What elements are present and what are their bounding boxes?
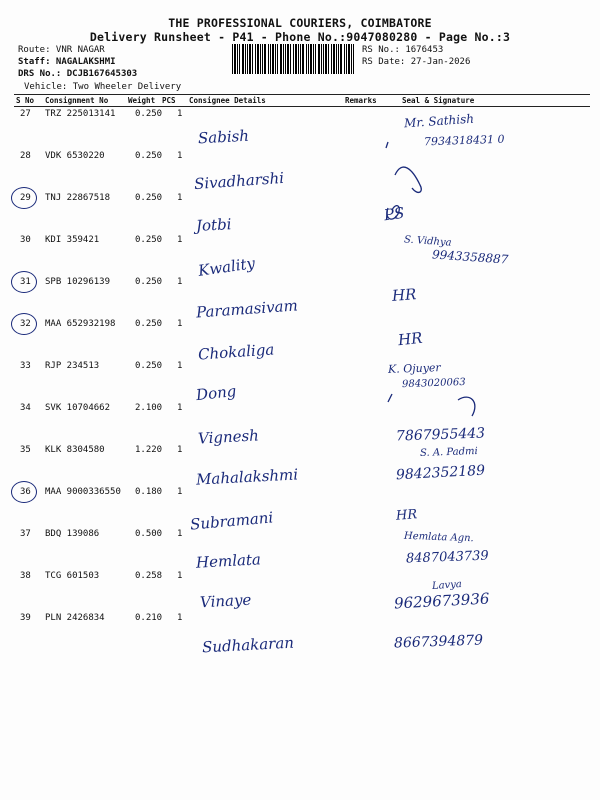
row-pcs: 1 xyxy=(177,235,183,245)
handwritten-name: Kwality xyxy=(197,254,257,280)
row-sno: 37 xyxy=(20,529,31,539)
row-consignment-no: MAA 9000336550 xyxy=(45,487,121,497)
handwritten-signature: Lavya xyxy=(431,578,463,593)
circled-mark xyxy=(11,187,37,209)
header-bottom-rule xyxy=(14,106,590,107)
row-consignment-no: PLN 2426834 xyxy=(45,613,105,623)
row-pcs: 1 xyxy=(177,445,183,455)
handwritten-name: Mahalakshmi xyxy=(195,465,299,489)
row-weight: 0.258 xyxy=(135,571,163,581)
handwritten-name: Dong xyxy=(195,381,238,405)
row-sno: 30 xyxy=(20,235,31,245)
row-sno: 32 xyxy=(20,319,31,329)
col-remarks: Remarks xyxy=(345,96,377,105)
handwritten-signature: HR xyxy=(397,328,424,350)
handwritten-signature: HR xyxy=(391,285,417,305)
row-consignment-no: VDK 6530220 xyxy=(45,151,105,161)
row-consignment-no: BDQ 139086 xyxy=(45,529,100,539)
col-pcs: PCS xyxy=(162,96,176,105)
row-weight: 0.250 xyxy=(135,235,163,245)
row-sno: 34 xyxy=(20,403,31,413)
row-sno: 33 xyxy=(20,361,31,371)
row-pcs: 1 xyxy=(177,361,183,371)
handwritten-signature: S. Vidhya xyxy=(403,234,452,249)
route-label: Route: VNR NAGAR xyxy=(18,45,105,55)
handwritten-signature: HR xyxy=(395,507,418,524)
col-seal: Seal & Signature xyxy=(402,96,475,105)
handwritten-signature: Hemlata Agn. xyxy=(403,530,474,545)
row-pcs: 1 xyxy=(177,487,183,497)
handwritten-name: Sabish xyxy=(197,126,250,148)
handwritten-name: Paramasivam xyxy=(195,296,299,322)
row-consignment-no: RJP 234513 xyxy=(45,361,100,371)
row-pcs: 1 xyxy=(177,571,183,581)
handwritten-name: Chokaliga xyxy=(197,340,275,364)
row-sno: 27 xyxy=(20,109,31,119)
header-top-rule xyxy=(14,94,590,95)
handwritten-signature: S. A. Padmi xyxy=(419,445,478,460)
row-sno: 31 xyxy=(20,277,31,287)
row-pcs: 1 xyxy=(177,613,183,623)
handwritten-signature: 9629673936 xyxy=(393,589,490,613)
row-weight: 0.180 xyxy=(135,487,163,497)
runsheet-subtitle: Delivery Runsheet - P41 - Phone No.:9047080280 - Page No.:3 xyxy=(89,30,511,44)
row-consignment-no: TNJ 22867518 xyxy=(45,193,111,203)
row-pcs: 1 xyxy=(177,529,183,539)
row-pcs: 1 xyxy=(177,109,183,119)
row-pcs: 1 xyxy=(177,319,183,329)
row-weight: 0.250 xyxy=(135,319,163,329)
handwritten-name: Sudhakaran xyxy=(201,633,295,657)
row-weight: 0.210 xyxy=(135,613,163,623)
row-sno: 38 xyxy=(20,571,31,581)
row-consignment-no: KDI 359421 xyxy=(45,235,100,245)
row-sno: 28 xyxy=(20,151,31,161)
col-weight: Weight xyxy=(128,96,156,105)
handwritten-signature: PS xyxy=(382,203,406,225)
barcode-image xyxy=(232,44,356,74)
handwritten-signature: 8487043739 xyxy=(405,548,489,567)
row-sno: 39 xyxy=(20,613,31,623)
col-sno: S No xyxy=(16,96,35,105)
col-consignment: Consignment No xyxy=(45,96,109,105)
handwritten-name: Hemlata xyxy=(195,550,262,572)
handwritten-signature: 7934318431 0 xyxy=(423,132,505,149)
handwritten-signature: Mr. Sathish xyxy=(403,111,475,131)
row-weight: 0.250 xyxy=(135,109,163,119)
rs-number: RS No.: 1676453 xyxy=(362,45,444,55)
handwritten-signature: 9842352189 xyxy=(395,462,486,484)
row-pcs: 1 xyxy=(177,151,183,161)
row-weight: 1.220 xyxy=(135,445,163,455)
circled-mark xyxy=(11,481,37,503)
handwritten-name: Vinaye xyxy=(199,590,252,612)
handwritten-name: Subramani xyxy=(189,508,274,534)
row-pcs: 1 xyxy=(177,277,183,287)
handwritten-signature: 8667394879 xyxy=(393,632,484,652)
row-weight: 0.250 xyxy=(135,361,163,371)
row-consignment-no: MAA 652932198 xyxy=(45,319,116,329)
handwritten-signature: 9943358887 xyxy=(431,247,509,267)
col-consignee: Consignee Details xyxy=(189,96,266,105)
row-weight: 2.100 xyxy=(135,403,163,413)
handwritten-name: Jotbi xyxy=(195,215,232,235)
row-consignment-no: TCG 601503 xyxy=(45,571,100,581)
row-consignment-no: KLK 8304580 xyxy=(45,445,105,455)
row-weight: 0.250 xyxy=(135,193,163,203)
row-sno: 29 xyxy=(20,193,31,203)
handwritten-name: Sivadharshi xyxy=(193,168,285,194)
row-weight: 0.250 xyxy=(135,277,163,287)
company-title: THE PROFESSIONAL COURIERS, COIMBATORE xyxy=(168,16,432,30)
row-pcs: 1 xyxy=(177,193,183,203)
vehicle-label: Vehicle: Two Wheeler Delivery xyxy=(24,82,182,92)
handwritten-signature: 9843020063 xyxy=(401,376,466,391)
row-pcs: 1 xyxy=(177,403,183,413)
row-sno: 36 xyxy=(20,487,31,497)
handwritten-name: Vignesh xyxy=(197,426,260,448)
circled-mark xyxy=(11,271,37,293)
row-consignment-no: TRZ 225013141 xyxy=(45,109,116,119)
row-consignment-no: SVK 10704662 xyxy=(45,403,111,413)
row-sno: 35 xyxy=(20,445,31,455)
handwritten-signature: 7867955443 xyxy=(395,425,486,445)
row-consignment-no: SPB 10296139 xyxy=(45,277,111,287)
row-weight: 0.500 xyxy=(135,529,163,539)
row-weight: 0.250 xyxy=(135,151,163,161)
staff-label: Staff: NAGALAKSHMI xyxy=(18,57,116,67)
circled-mark xyxy=(11,313,37,335)
handwritten-signature: K. Ojuyer xyxy=(387,361,441,376)
rs-date: RS Date: 27-Jan-2026 xyxy=(362,57,471,67)
drs-number: DRS No.: DCJB167645303 xyxy=(18,69,138,79)
